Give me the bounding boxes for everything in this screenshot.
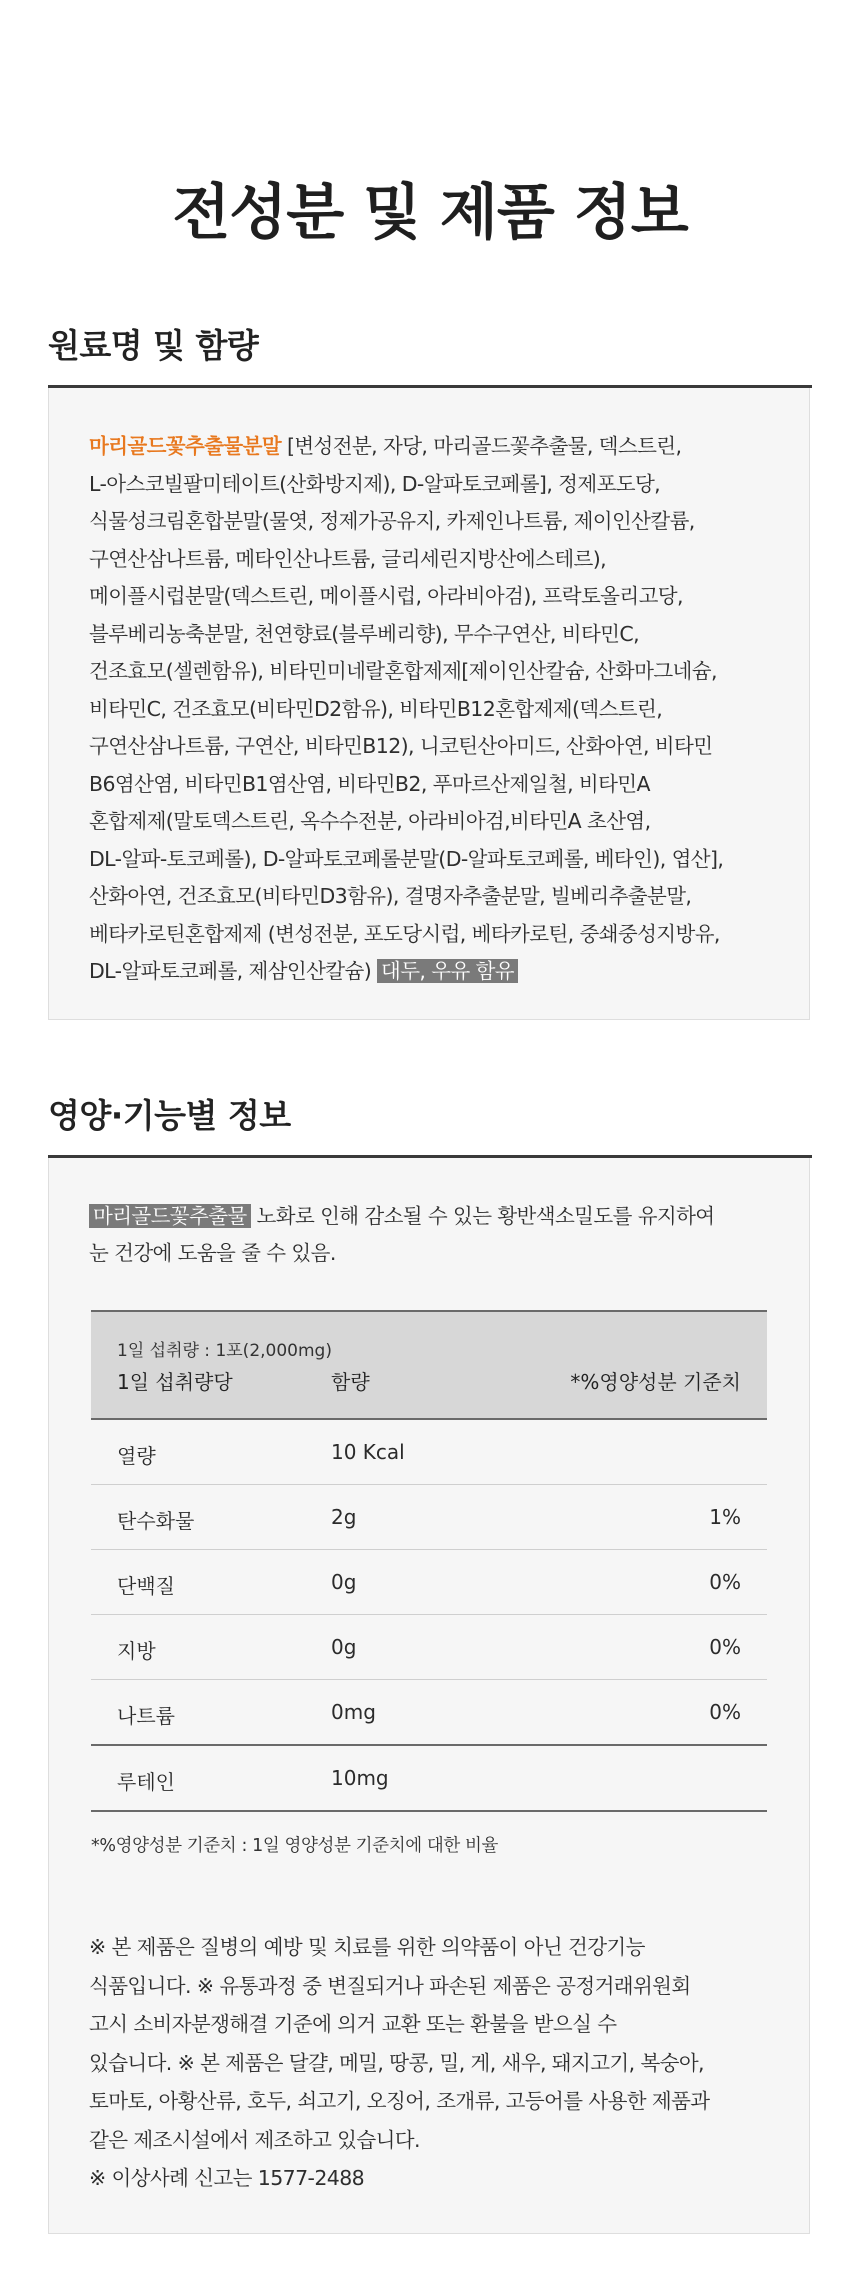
nutrient-name: 나트륨 (117, 1704, 175, 1728)
nutrient-amount: 0g (331, 1570, 357, 1594)
nutrient-percent: 1% (709, 1505, 741, 1529)
table-row (91, 1615, 767, 1680)
notice-line: 같은 제조시설에서 제조하고 있습니다. (89, 2127, 420, 2152)
ingredients-line (89, 953, 779, 991)
notice-line: ※ 본 제품은 질병의 예방 및 치료를 위한 의약품이 아닌 건강기능 (89, 1935, 645, 1959)
function-highlight-name: 마리골드꽃추출물 (89, 1204, 251, 1228)
function-line (89, 1198, 779, 1235)
notice-line: 고시 소비자분쟁해결 기준에 의거 교환 또는 환불을 받으실 수 (89, 2012, 617, 2036)
ingredients-line: 블루베리농축분말, 천연향료(블루베리향), 무수구연산, 비타민C, (89, 621, 639, 646)
nutrient-amount: 0g (331, 1635, 357, 1659)
table-row (91, 1550, 767, 1615)
nutrition-table-header (91, 1310, 767, 1420)
table-row (91, 1680, 767, 1746)
ingredients-line: 식물성크림혼합분말(물엿, 정제가공유지, 카제인나트륨, 제이인산칼륨, (89, 509, 695, 533)
ingredients-line: 베타카로틴혼합제제 (변성전분, 포도당시럽, 베타카로틴, 중쇄중성지방유, (89, 921, 720, 946)
function-box (48, 1158, 810, 2234)
ingredients-line: 구연산삼나트륨, 구연산, 비타민B12), 니코틴산아미드, 산화아연, 비타민 (89, 734, 713, 758)
table-row (91, 1420, 767, 1485)
nutrient-name: 루테인 (117, 1770, 175, 1794)
ingredients-section-title: 원료명 및 함량 (48, 326, 259, 365)
allergen-badge: 대두, 우유 함유 (377, 959, 518, 983)
nutrient-name: 단백질 (117, 1574, 175, 1598)
page-title: 전성분 및 제품 정보 (172, 178, 688, 248)
ingredients-line: 메이플시럽분말(덱스트린, 메이플시럽, 아라비아검), 프락토올리고당, (89, 584, 683, 608)
table-row (91, 1746, 767, 1812)
ingredients-line: L-아스코빌팔미테이트(산화방지제), D-알파토코페롤], 정제포도당, (89, 471, 661, 496)
nutrient-amount: 10mg (331, 1766, 389, 1790)
daily-value-footnote: *%영양성분 기준치 : 1일 영양성분 기준치에 대한 비율 (91, 1836, 499, 1856)
serving-size: 1일 섭취량 : 1포(2,000mg) (117, 1341, 332, 1361)
ingredients-line (89, 428, 779, 466)
nutrient-percent: 0% (709, 1700, 741, 1724)
ingredient-highlight-name: 마리골드꽃추출물분말 (89, 434, 282, 458)
nutrient-name: 탄수화물 (117, 1509, 195, 1533)
nutrient-percent: 0% (709, 1635, 741, 1659)
function-line-text: 노화로 인해 감소될 수 있는 황반색소밀도를 유지하여 (250, 1204, 715, 1228)
function-line: 눈 건강에 도움을 줄 수 있음. (89, 1241, 336, 1265)
ingredients-box (48, 388, 810, 1020)
ingredients-line: 비타민C, 건조효모(비타민D2함유), 비타민B12혼합제제(덱스트린, (89, 696, 663, 721)
ingredients-text (89, 428, 779, 991)
ingredients-line: 산화아연, 건조효모(비타민D3함유), 결명자추출분말, 빌베리추출분말, (89, 884, 692, 908)
nutrient-amount: 10 Kcal (331, 1440, 405, 1464)
notice-line: 식품입니다. ※ 유통과정 중 변질되거나 파손된 제품은 공정거래위원회 (89, 1973, 691, 1998)
notice-line: ※ 이상사례 신고는 1577-2488 (89, 2166, 365, 2190)
table-row (91, 1485, 767, 1550)
ingredients-line: 구연산삼나트륨, 메타인산나트륨, 글리세린지방산에스테르), (89, 546, 607, 571)
header-daily-value: *%영양성분 기준치 (570, 1370, 741, 1394)
ingredients-line: DL-알파-토코페롤), D-알파토코페롤분말(D-알파토코페롤, 베타인), 엽산], (89, 846, 724, 871)
notice-text (89, 1928, 779, 2198)
notice-line: 토마토, 아황산류, 호두, 쇠고기, 오징어, 조개류, 고등어를 사용한 제품과 (89, 2089, 710, 2113)
nutrient-amount: 0mg (331, 1700, 376, 1724)
ingredients-line-text: [변성전분, 자당, 마리골드꽃추출물, 덱스트린, (281, 434, 682, 458)
ingredients-line-text: DL-알파토코페롤, 제삼인산칼슘) (89, 959, 378, 983)
ingredients-line: B6염산염, 비타민B1염산염, 비타민B2, 푸마르산제일철, 비타민A (89, 771, 650, 796)
ingredients-line: 혼합제제(말토덱스트린, 옥수수전분, 아라비아검,비타민A 초산염, (89, 809, 651, 833)
header-per-day: 1일 섭취량당 (117, 1370, 233, 1394)
nutrient-amount: 2g (331, 1505, 357, 1529)
header-amount: 함량 (331, 1370, 370, 1394)
nutrition-table (91, 1310, 767, 1812)
function-description (89, 1198, 779, 1272)
nutrient-name: 지방 (117, 1639, 156, 1663)
nutrient-name: 열량 (117, 1444, 156, 1468)
function-section-title: 영양·기능별 정보 (48, 1096, 291, 1135)
nutrient-percent: 0% (709, 1570, 741, 1594)
notice-line: 있습니다. ※ 본 제품은 달걀, 메밀, 땅콩, 밀, 게, 새우, 돼지고기, 복숭아, (89, 2050, 704, 2075)
ingredients-line: 건조효모(셀렌함유), 비타민미네랄혼합제제[제이인산칼슘, 산화마그네슘, (89, 659, 717, 683)
